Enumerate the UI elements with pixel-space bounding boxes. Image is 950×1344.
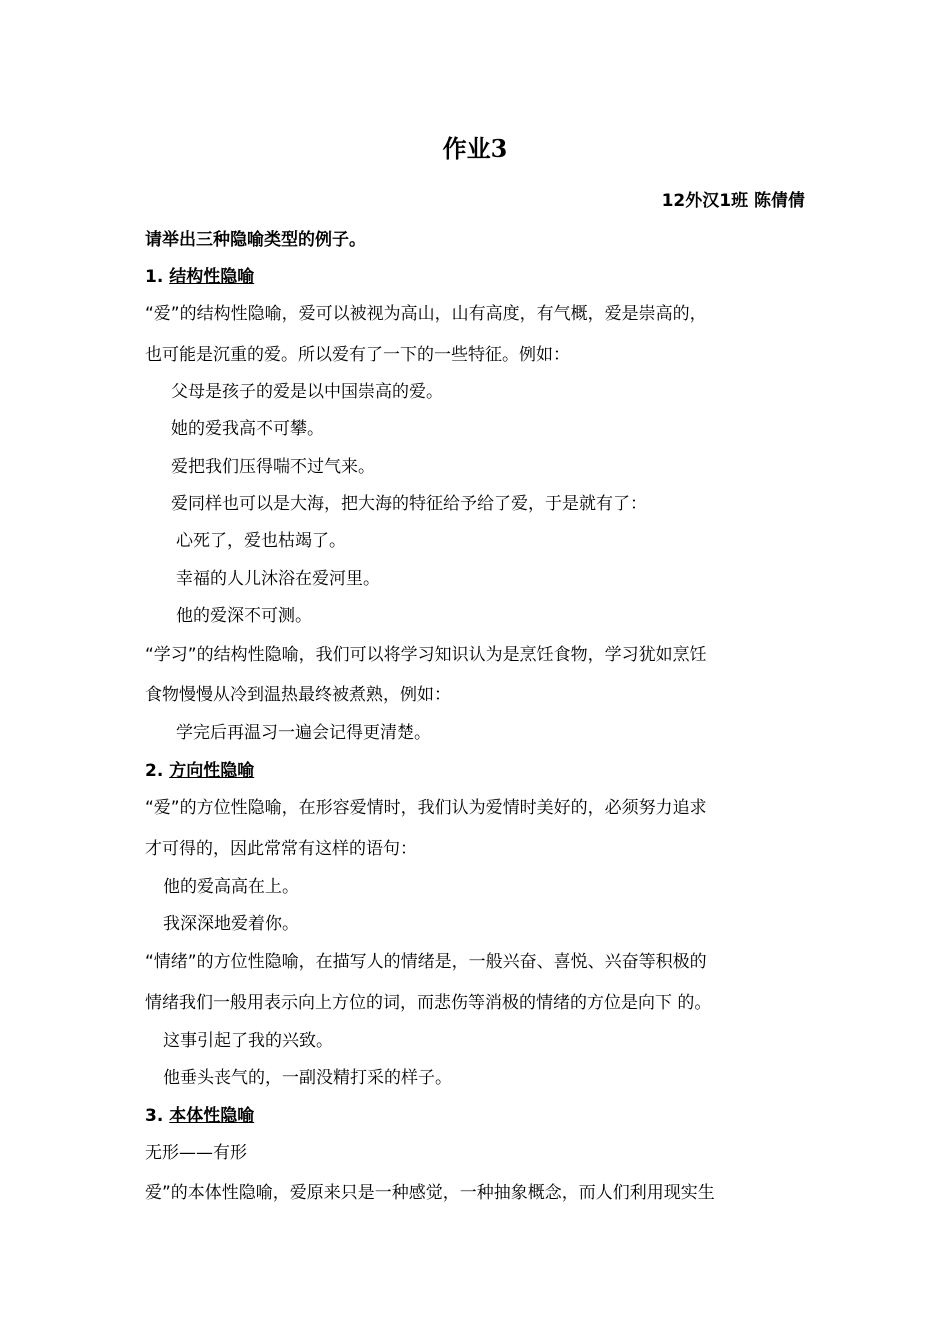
s1-example-3: 爱把我们压得喘不过气来。 <box>171 457 375 477</box>
s1-example-2: 她的爱我高不可攀。 <box>171 419 324 439</box>
section-1-number: 1. <box>145 267 170 287</box>
section-1-heading <box>145 266 254 288</box>
section-3-number: 3. <box>145 1106 170 1126</box>
s2-paragraph-2-line-1: “情绪”的方位性隐喻，在描写人的情绪是，一般兴奋、喜悦、兴奋等积极的 <box>145 952 707 972</box>
section-2-heading <box>145 760 254 782</box>
section-1-title: 结构性隐喻 <box>169 267 255 287</box>
s2-example-1: 他的爱高高在上。 <box>163 877 299 897</box>
s1-example-8: 学完后再温习一遍会记得更清楚。 <box>176 723 431 743</box>
section-2-title: 方向性隐喻 <box>169 761 255 781</box>
s1-paragraph-2-line-2: 食物慢慢从冷到温热最终被煮熟，例如： <box>145 685 451 705</box>
s3-paragraph-1-line-1: 爱”的本体性隐喻，爱原来只是一种感觉，一种抽象概念，而人们利用现实生 <box>145 1183 715 1203</box>
s1-paragraph-1-line-2: 也可能是沉重的爱。所以爱有了一下的一些特征。例如： <box>145 345 570 365</box>
section-2-number: 2. <box>145 761 170 781</box>
s1-example-1: 父母是孩子的爱是以中国崇高的爱。 <box>171 382 443 402</box>
s2-paragraph-1-line-2: 才可得的，因此常常有这样的语句： <box>145 839 417 859</box>
s2-paragraph-1-line-1: “爱”的方位性隐喻，在形容爱情时，我们认为爱情时美好的，必须努力追求 <box>145 798 707 818</box>
section-3-title: 本体性隐喻 <box>169 1106 255 1126</box>
s2-example-3: 这事引起了我的兴致。 <box>163 1031 333 1051</box>
s1-paragraph-1-line-1: “爱”的结构性隐喻，爱可以被视为高山，山有高度，有气概，爱是崇高的， <box>145 304 707 324</box>
author-line: 12外汉1班 陈倩倩 <box>661 191 805 211</box>
document-title: 作业3 <box>442 134 508 163</box>
s1-example-4: 爱同样也可以是大海，把大海的特征给予给了爱，于是就有了： <box>171 494 647 514</box>
s3-subheading: 无形——有形 <box>145 1143 247 1163</box>
s1-example-7: 他的爱深不可测。 <box>176 606 312 626</box>
s1-example-5: 心死了，爱也枯竭了。 <box>176 531 346 551</box>
s2-example-4: 他垂头丧气的，一副没精打采的样子。 <box>163 1068 452 1088</box>
s2-example-2: 我深深地爱着你。 <box>163 914 299 934</box>
s1-example-6: 幸福的人儿沐浴在爱河里。 <box>176 569 380 589</box>
s1-paragraph-2-line-1: “学习”的结构性隐喻，我们可以将学习知识认为是烹饪食物，学习犹如烹饪 <box>145 645 707 665</box>
assignment-prompt: 请举出三种隐喻类型的例子。 <box>145 230 366 250</box>
section-3-heading <box>145 1105 254 1127</box>
s2-paragraph-2-line-2: 情绪我们一般用表示向上方位的词，而悲伤等消极的情绪的方位是向下 的。 <box>145 993 712 1013</box>
